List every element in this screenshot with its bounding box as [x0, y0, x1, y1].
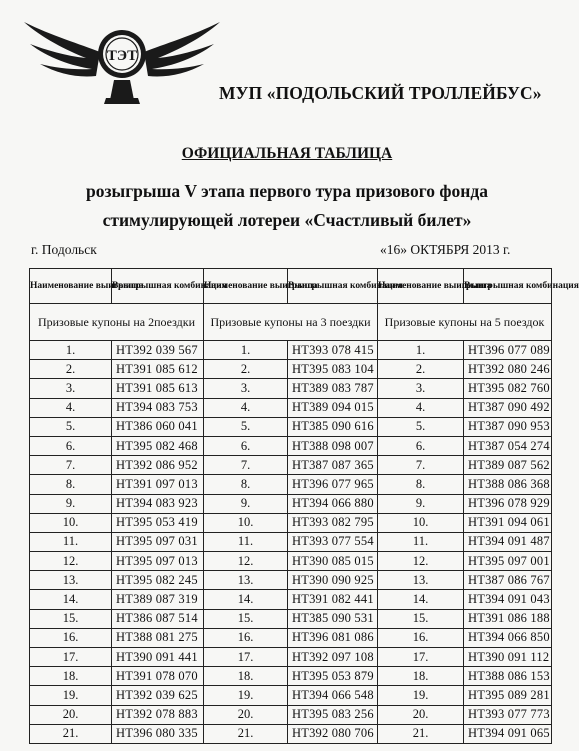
table-row: [30, 398, 552, 417]
column-header-winning-combination: Выигрышная комбинация: [464, 269, 552, 304]
winged-emblem-logo: [22, 14, 222, 106]
row-number: 4.: [378, 398, 464, 417]
row-number: 9.: [30, 494, 112, 513]
table-row: [30, 705, 552, 724]
table-body: [30, 269, 579, 744]
row-number: 13.: [204, 571, 288, 590]
winning-combination: НТ394 083 923: [112, 494, 204, 513]
table-row: [30, 360, 552, 379]
row-number: 6.: [204, 436, 288, 455]
winning-combination: НТ395 082 760: [464, 379, 552, 398]
row-number: 18.: [378, 667, 464, 686]
table-row: [30, 532, 552, 551]
row-number: 6.: [30, 436, 112, 455]
winning-combination: НТ391 097 013: [112, 475, 204, 494]
row-number: 10.: [30, 513, 112, 532]
row-number: 11.: [30, 532, 112, 551]
row-number: 2.: [30, 360, 112, 379]
table-row: [30, 609, 552, 628]
city-label: г. Подольск: [31, 242, 97, 257]
row-number: 12.: [204, 552, 288, 571]
winning-combination: НТ390 091 441: [112, 648, 204, 667]
table-row: [30, 417, 552, 436]
winning-combination: НТ387 090 953: [464, 417, 552, 436]
row-number: 7.: [204, 456, 288, 475]
row-number: 21.: [204, 724, 288, 743]
table-row: [30, 552, 552, 571]
row-number: 17.: [204, 648, 288, 667]
winning-combination: НТ396 081 086: [288, 628, 378, 647]
table-row: [30, 724, 552, 743]
row-number: 21.: [30, 724, 112, 743]
row-number: 12.: [378, 552, 464, 571]
winning-combination: НТ387 086 767: [464, 571, 552, 590]
winning-combination: НТ396 078 929: [464, 494, 552, 513]
row-number: 4.: [30, 398, 112, 417]
row-number: 20.: [378, 705, 464, 724]
winning-combination: НТ394 066 548: [288, 686, 378, 705]
winning-combination: НТ395 053 419: [112, 513, 204, 532]
winning-combination: НТ394 066 850: [464, 628, 552, 647]
row-number: 2.: [378, 360, 464, 379]
winning-combination: НТ392 039 625: [112, 686, 204, 705]
winning-combination: НТ395 082 245: [112, 571, 204, 590]
row-number: 2.: [204, 360, 288, 379]
row-number: 10.: [378, 513, 464, 532]
winning-combination: НТ392 039 567: [112, 341, 204, 360]
winning-combination: НТ395 097 001: [464, 552, 552, 571]
winning-combination: НТ395 053 879: [288, 667, 378, 686]
prize-group-3-trips: Призовые купоны на 3 поездки: [204, 304, 378, 341]
column-header-prize-name: Наименование выигрыша: [204, 269, 288, 304]
winning-combination: НТ394 066 880: [288, 494, 378, 513]
winning-combination: НТ395 083 104: [288, 360, 378, 379]
winning-combination: НТ389 087 319: [112, 590, 204, 609]
column-header-winning-combination: Выигрышная комбинация: [288, 269, 378, 304]
row-number: 19.: [378, 686, 464, 705]
row-number: 9.: [378, 494, 464, 513]
winning-combination: НТ394 091 487: [464, 532, 552, 551]
table-row: [30, 494, 552, 513]
winning-combination: НТ392 080 706: [288, 724, 378, 743]
winning-combination: НТ390 085 015: [288, 552, 378, 571]
row-number: 8.: [30, 475, 112, 494]
winning-combination: НТ390 091 112: [464, 648, 552, 667]
row-number: 3.: [204, 379, 288, 398]
winning-combination: НТ389 094 015: [288, 398, 378, 417]
winning-combination: НТ396 080 335: [112, 724, 204, 743]
row-number: 8.: [204, 475, 288, 494]
winning-combination: НТ392 086 952: [112, 456, 204, 475]
row-number: 3.: [378, 379, 464, 398]
organization-name: МУП «ПОДОЛЬСКИЙ ТРОЛЛЕЙБУС»: [219, 83, 542, 103]
prize-group-2-trips: Призовые купоны на 2поездки: [30, 304, 204, 341]
winning-combination: НТ387 087 365: [288, 456, 378, 475]
row-number: 13.: [30, 571, 112, 590]
table-row: [30, 667, 552, 686]
winning-combination: НТ396 077 965: [288, 475, 378, 494]
column-header-prize-name: Наименование выигрыша: [30, 269, 112, 304]
row-number: 12.: [30, 552, 112, 571]
row-number: 16.: [378, 628, 464, 647]
winning-combination: НТ389 083 787: [288, 379, 378, 398]
winning-combination: НТ392 078 883: [112, 705, 204, 724]
row-number: 17.: [378, 648, 464, 667]
row-number: 14.: [378, 590, 464, 609]
winning-combination: НТ390 090 925: [288, 571, 378, 590]
row-number: 11.: [204, 532, 288, 551]
row-number: 17.: [30, 648, 112, 667]
row-number: 1.: [204, 341, 288, 360]
table-row: [30, 648, 552, 667]
row-number: 15.: [204, 609, 288, 628]
row-number: 4.: [204, 398, 288, 417]
table-row: [30, 379, 552, 398]
winning-combination: НТ395 089 281: [464, 686, 552, 705]
table-row: [30, 686, 552, 705]
row-number: 7.: [30, 456, 112, 475]
winning-combination: НТ391 078 070: [112, 667, 204, 686]
winning-numbers-table: [29, 268, 579, 744]
document-subtitle-line-2: стимулирующей лотереи «Счастливый билет»: [102, 210, 472, 230]
winning-combination: НТ391 094 061: [464, 513, 552, 532]
table-row: [30, 628, 552, 647]
prize-group-5-trips: Призовые купоны на 5 поездок: [378, 304, 552, 341]
winning-combination: НТ385 090 616: [288, 417, 378, 436]
winning-combination: НТ393 082 795: [288, 513, 378, 532]
row-number: 15.: [378, 609, 464, 628]
row-number: 1.: [30, 341, 112, 360]
table-row: [30, 456, 552, 475]
table-header-row: [30, 269, 552, 304]
row-number: 5.: [378, 417, 464, 436]
winning-combination: НТ391 085 613: [112, 379, 204, 398]
row-number: 16.: [30, 628, 112, 647]
winning-combination: НТ388 086 368: [464, 475, 552, 494]
table-row: [30, 590, 552, 609]
winning-combination: НТ394 091 043: [464, 590, 552, 609]
winning-combination: НТ391 086 188: [464, 609, 552, 628]
row-number: 6.: [378, 436, 464, 455]
winning-combination: НТ386 087 514: [112, 609, 204, 628]
row-number: 18.: [204, 667, 288, 686]
row-number: 5.: [204, 417, 288, 436]
winning-combination: НТ391 082 441: [288, 590, 378, 609]
winning-combination: НТ393 077 554: [288, 532, 378, 551]
row-number: 21.: [378, 724, 464, 743]
row-number: 19.: [204, 686, 288, 705]
column-header-prize-name: Наименование выигрыша: [378, 269, 464, 304]
winning-combination: НТ386 060 041: [112, 417, 204, 436]
winning-combination: НТ392 080 246: [464, 360, 552, 379]
row-number: 5.: [30, 417, 112, 436]
winning-combination: НТ395 083 256: [288, 705, 378, 724]
table-row: [30, 341, 552, 360]
row-number: 3.: [30, 379, 112, 398]
row-number: 14.: [30, 590, 112, 609]
row-number: 7.: [378, 456, 464, 475]
winning-combination: НТ391 085 612: [112, 360, 204, 379]
row-number: 14.: [204, 590, 288, 609]
row-number: 18.: [30, 667, 112, 686]
document-date: «16» ОКТЯБРЯ 2013 г.: [380, 242, 511, 257]
row-number: 20.: [30, 705, 112, 724]
winning-combination: НТ395 097 013: [112, 552, 204, 571]
row-number: 11.: [378, 532, 464, 551]
winning-combination: НТ388 081 275: [112, 628, 204, 647]
winning-combination: НТ385 090 531: [288, 609, 378, 628]
winning-combination: НТ395 082 468: [112, 436, 204, 455]
row-number: 13.: [378, 571, 464, 590]
row-number: 16.: [204, 628, 288, 647]
winning-combination: НТ387 090 492: [464, 398, 552, 417]
winning-combination: НТ388 086 153: [464, 667, 552, 686]
winning-combination: НТ394 083 753: [112, 398, 204, 417]
document-subtitle-line-1: розыгрыша V этапа первого тура призового фонда: [86, 181, 488, 201]
table-row: [30, 571, 552, 590]
winning-combination: НТ396 077 089: [464, 341, 552, 360]
winning-combination: НТ394 091 065: [464, 724, 552, 743]
table-row: [30, 436, 552, 455]
row-number: 9.: [204, 494, 288, 513]
winning-combination: НТ393 078 415: [288, 341, 378, 360]
document-title: ОФИЦИАЛЬНАЯ ТАБЛИЦА: [181, 145, 393, 162]
row-number: 20.: [204, 705, 288, 724]
winning-combination: НТ395 097 031: [112, 532, 204, 551]
winning-combination: НТ389 087 562: [464, 456, 552, 475]
row-number: 1.: [378, 341, 464, 360]
row-number: 15.: [30, 609, 112, 628]
winning-combination: НТ388 098 007: [288, 436, 378, 455]
winning-combination: НТ393 077 773: [464, 705, 552, 724]
winning-combination: НТ387 054 274: [464, 436, 552, 455]
row-number: 10.: [204, 513, 288, 532]
winning-combination: НТ392 097 108: [288, 648, 378, 667]
row-number: 19.: [30, 686, 112, 705]
table-row: [30, 513, 552, 532]
table-row: [30, 475, 552, 494]
column-header-winning-combination: Выигрышная комбинация: [112, 269, 204, 304]
logo-lettering: ТЭТ: [106, 48, 138, 64]
row-number: 8.: [378, 475, 464, 494]
prize-group-row: [30, 304, 552, 341]
